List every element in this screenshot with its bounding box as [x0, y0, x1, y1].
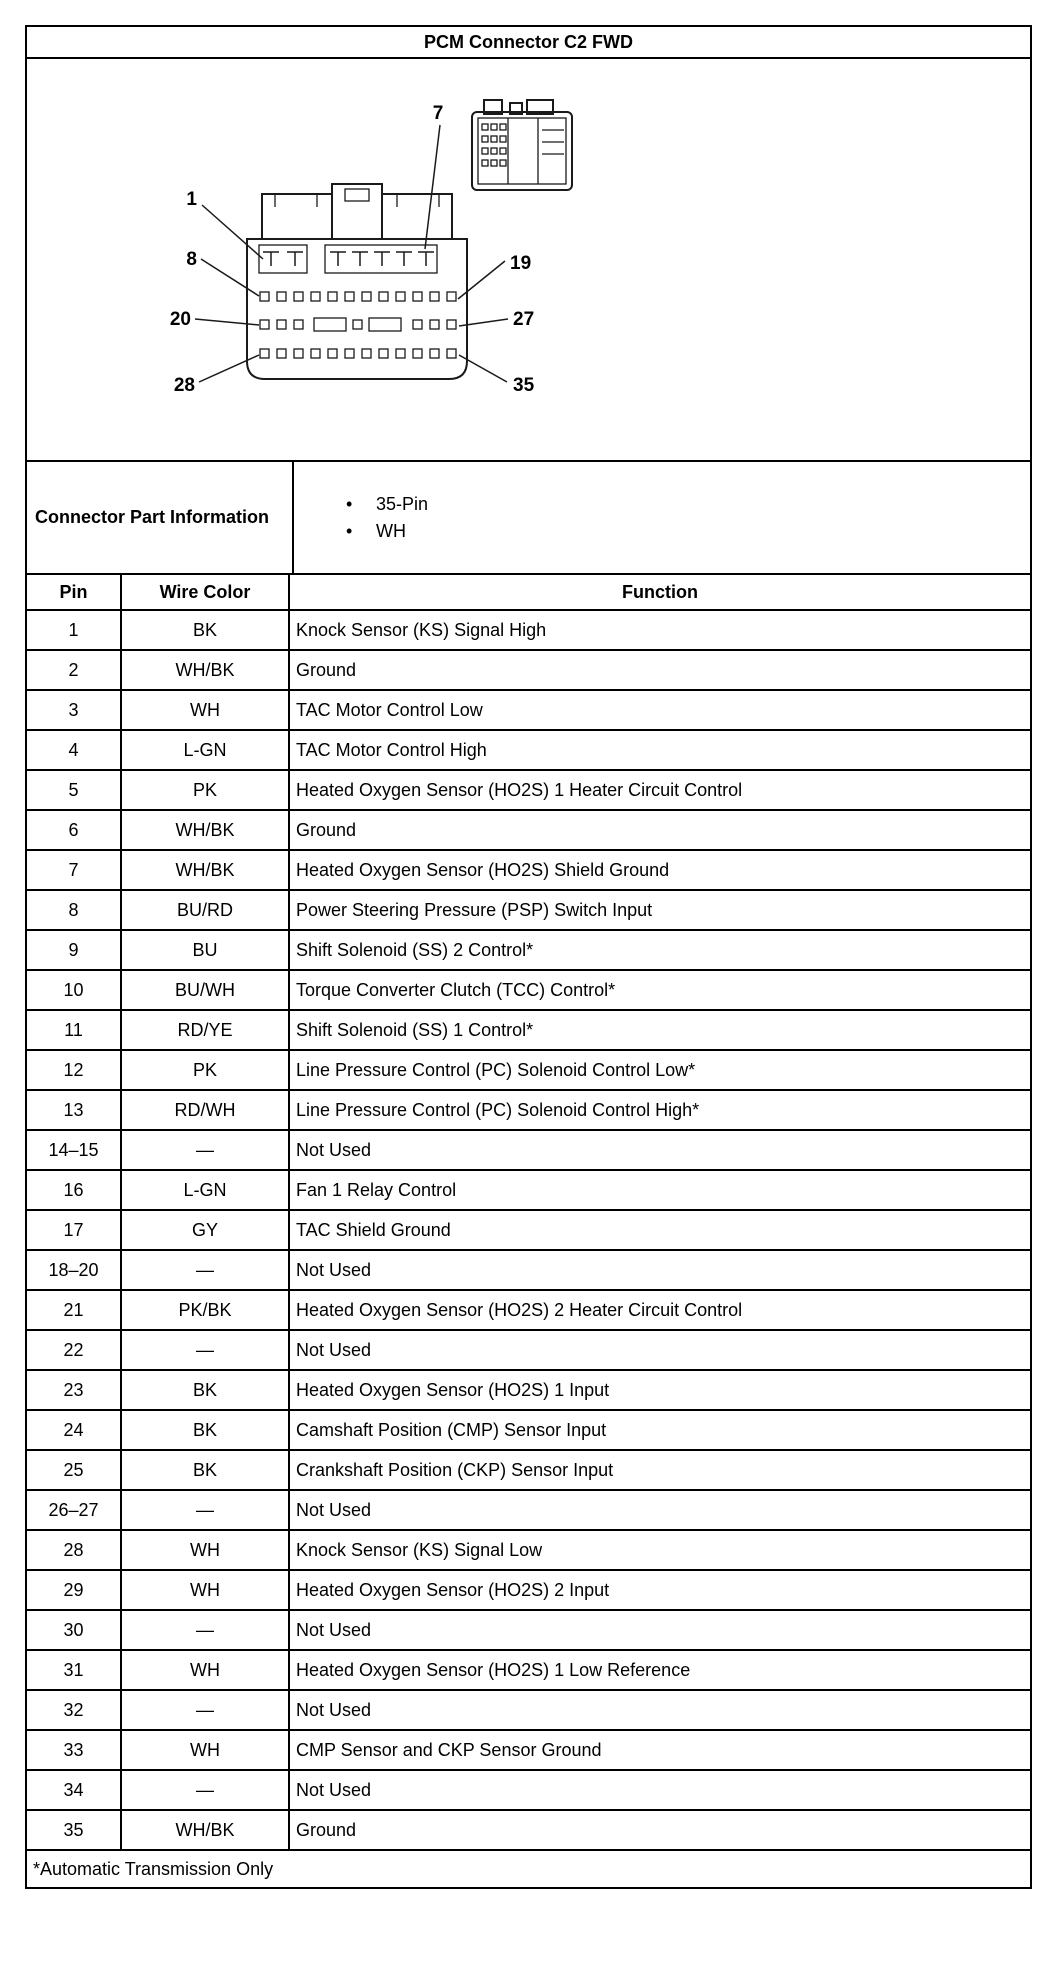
wire-color-cell: — — [121, 1130, 289, 1170]
table-row — [26, 1770, 1031, 1810]
wire-color-cell: WH — [121, 1530, 289, 1570]
pin-cell: 24 — [26, 1410, 121, 1450]
pin-cell: 12 — [26, 1050, 121, 1090]
bullet-icon: • — [346, 520, 353, 541]
function-cell: TAC Motor Control High — [289, 730, 1031, 770]
wire-color-cell: — — [121, 1770, 289, 1810]
pin-cell: 11 — [26, 1010, 121, 1050]
function-cell: Knock Sensor (KS) Signal High — [289, 610, 1031, 650]
table-row — [26, 650, 1031, 690]
wire-color-cell: WH — [121, 1570, 289, 1610]
table-row — [26, 1330, 1031, 1370]
function-cell: Heated Oxygen Sensor (HO2S) 1 Input — [289, 1370, 1031, 1410]
table-row — [26, 690, 1031, 730]
wire-color-cell: — — [121, 1490, 289, 1530]
page-title: PCM Connector C2 FWD — [424, 31, 633, 52]
pin-cell: 5 — [26, 770, 121, 810]
pin-cell: 14–15 — [26, 1130, 121, 1170]
function-cell: Knock Sensor (KS) Signal Low — [289, 1530, 1031, 1570]
wire-color-cell: L-GN — [121, 730, 289, 770]
pin-cell: 1 — [26, 610, 121, 650]
pin-column-header: Pin — [26, 574, 121, 610]
pin-cell: 3 — [26, 690, 121, 730]
wire-color-cell: BU/WH — [121, 970, 289, 1010]
wire-color-cell: — — [121, 1330, 289, 1370]
bullet-item-connector-color — [346, 521, 1030, 542]
pinout-table — [25, 573, 1032, 1851]
wire-color-cell: WH — [121, 690, 289, 730]
pin-cell: 23 — [26, 1370, 121, 1410]
wire-color-cell: BK — [121, 1410, 289, 1450]
table-row — [26, 890, 1031, 930]
pin-cell: 31 — [26, 1650, 121, 1690]
wire-color-cell: — — [121, 1250, 289, 1290]
connector-front-view — [247, 184, 467, 379]
function-cell: Line Pressure Control (PC) Solenoid Control Low* — [289, 1050, 1031, 1090]
table-row — [26, 1290, 1031, 1330]
function-cell: Heated Oxygen Sensor (HO2S) 2 Input — [289, 1570, 1031, 1610]
callout-number-7: 7 — [432, 103, 444, 124]
wire-color-cell: PK — [121, 770, 289, 810]
table-row — [26, 610, 1031, 650]
wire-color-cell: WH — [121, 1730, 289, 1770]
table-row — [26, 1090, 1031, 1130]
connector-3d-icon — [472, 100, 572, 190]
table-row — [26, 1810, 1031, 1850]
wire-color-cell: WH/BK — [121, 650, 289, 690]
bullet-text-pin-count: 35-Pin — [376, 493, 429, 514]
function-cell: Ground — [289, 810, 1031, 850]
pin-cell: 6 — [26, 810, 121, 850]
wire-color-cell: L-GN — [121, 1170, 289, 1210]
table-row — [26, 1410, 1031, 1450]
function-cell: Heated Oxygen Sensor (HO2S) 2 Heater Circuit Control — [289, 1290, 1031, 1330]
pin-row-2 — [260, 292, 456, 301]
pin-cell: 22 — [26, 1330, 121, 1370]
table-row — [26, 1130, 1031, 1170]
table-row — [26, 1690, 1031, 1730]
table-row — [26, 970, 1031, 1010]
connector-part-info-bullets — [294, 462, 1030, 573]
function-cell: Not Used — [289, 1770, 1031, 1810]
wire-color-cell: WH/BK — [121, 850, 289, 890]
callout-number-1: 1 — [186, 189, 197, 210]
bullet-item-pin-count — [346, 494, 1030, 515]
pin-row-4 — [260, 349, 456, 358]
function-cell: CMP Sensor and CKP Sensor Ground — [289, 1730, 1031, 1770]
pin-cell: 9 — [26, 930, 121, 970]
function-cell: Ground — [289, 650, 1031, 690]
function-cell: Not Used — [289, 1250, 1031, 1290]
function-cell: Not Used — [289, 1690, 1031, 1730]
pin-row-1 — [259, 245, 437, 273]
function-cell: Fan 1 Relay Control — [289, 1170, 1031, 1210]
pin-row-3 — [260, 318, 456, 331]
table-row — [26, 1490, 1031, 1530]
wire-color-cell: BU — [121, 930, 289, 970]
function-cell: Ground — [289, 1810, 1031, 1850]
wire-color-cell: WH — [121, 1650, 289, 1690]
pin-cell: 25 — [26, 1450, 121, 1490]
pin-cell: 28 — [26, 1530, 121, 1570]
function-cell: Heated Oxygen Sensor (HO2S) 1 Heater Circuit Control — [289, 770, 1031, 810]
pin-cell: 16 — [26, 1170, 121, 1210]
table-row — [26, 1050, 1031, 1090]
pin-cell: 13 — [26, 1090, 121, 1130]
pin-cell: 32 — [26, 1690, 121, 1730]
callout-number-28: 28 — [173, 375, 195, 396]
pin-cell: 10 — [26, 970, 121, 1010]
pin-cell: 17 — [26, 1210, 121, 1250]
function-cell: Power Steering Pressure (PSP) Switch Input — [289, 890, 1031, 930]
wire-color-column-header: Wire Color — [121, 574, 289, 610]
function-cell: Not Used — [289, 1330, 1031, 1370]
function-cell: Heated Oxygen Sensor (HO2S) 1 Low Reference — [289, 1650, 1031, 1690]
bullet-text-connector-color: WH — [376, 520, 406, 541]
pin-cell: 7 — [26, 850, 121, 890]
callout-number-19: 19 — [510, 253, 532, 274]
pin-cell: 35 — [26, 1810, 121, 1850]
function-cell: Shift Solenoid (SS) 1 Control* — [289, 1010, 1031, 1050]
footnote-row — [25, 1849, 1032, 1889]
pin-cell: 8 — [26, 890, 121, 930]
pin-cell: 4 — [26, 730, 121, 770]
function-cell: TAC Motor Control Low — [289, 690, 1031, 730]
table-row — [26, 1530, 1031, 1570]
wire-color-cell: GY — [121, 1210, 289, 1250]
bullet-icon: • — [346, 493, 353, 514]
function-column-header: Function — [289, 574, 1031, 610]
connector-part-info-label: Connector Part Information — [27, 462, 294, 573]
pinout-table-body — [26, 610, 1031, 1850]
table-row — [26, 1610, 1031, 1650]
wire-color-cell: RD/YE — [121, 1010, 289, 1050]
pin-cell: 18–20 — [26, 1250, 121, 1290]
wire-color-cell: WH/BK — [121, 1810, 289, 1850]
callout-number-35: 35 — [513, 375, 535, 396]
pin-cell: 33 — [26, 1730, 121, 1770]
callout-number-27: 27 — [513, 309, 535, 330]
pin-cell: 30 — [26, 1610, 121, 1650]
pin-cell: 21 — [26, 1290, 121, 1330]
function-cell: Line Pressure Control (PC) Solenoid Control High* — [289, 1090, 1031, 1130]
pin-cell: 34 — [26, 1770, 121, 1810]
function-cell: Not Used — [289, 1130, 1031, 1170]
table-row — [26, 1250, 1031, 1290]
table-row — [26, 1370, 1031, 1410]
function-cell: Shift Solenoid (SS) 2 Control* — [289, 930, 1031, 970]
wire-color-cell: — — [121, 1690, 289, 1730]
wire-color-cell: PK/BK — [121, 1290, 289, 1330]
wire-color-cell: RD/WH — [121, 1090, 289, 1130]
wire-color-cell: BK — [121, 610, 289, 650]
footnote-text: *Automatic Transmission Only — [33, 1858, 274, 1879]
function-cell: Torque Converter Clutch (TCC) Control* — [289, 970, 1031, 1010]
callout-numbers — [170, 103, 535, 396]
wire-color-cell: — — [121, 1610, 289, 1650]
table-row — [26, 1650, 1031, 1690]
table-row — [26, 850, 1031, 890]
table-row — [26, 1210, 1031, 1250]
wire-color-cell: BK — [121, 1450, 289, 1490]
wire-color-cell: BU/RD — [121, 890, 289, 930]
table-row — [26, 930, 1031, 970]
table-row — [26, 1570, 1031, 1610]
table-header-row — [26, 574, 1031, 610]
table-row — [26, 770, 1031, 810]
callout-number-20: 20 — [169, 309, 191, 330]
pin-cell: 29 — [26, 1570, 121, 1610]
table-row — [26, 730, 1031, 770]
function-cell: Crankshaft Position (CKP) Sensor Input — [289, 1450, 1031, 1490]
callout-lines — [195, 125, 508, 382]
function-cell: Not Used — [289, 1610, 1031, 1650]
table-row — [26, 1010, 1031, 1050]
function-cell: Not Used — [289, 1490, 1031, 1530]
table-row — [26, 810, 1031, 850]
wire-color-cell: BK — [121, 1370, 289, 1410]
table-row — [26, 1730, 1031, 1770]
connector-part-info-row — [25, 460, 1032, 575]
callout-number-8: 8 — [186, 249, 197, 270]
table-row — [26, 1450, 1031, 1490]
pin-cell: 26–27 — [26, 1490, 121, 1530]
connector-diagram-box — [25, 57, 1032, 462]
function-cell: Camshaft Position (CMP) Sensor Input — [289, 1410, 1031, 1450]
wire-color-cell: PK — [121, 1050, 289, 1090]
connector-illustration — [157, 89, 777, 419]
title-box — [25, 25, 1032, 59]
pin-cell: 2 — [26, 650, 121, 690]
function-cell: TAC Shield Ground — [289, 1210, 1031, 1250]
wire-color-cell: WH/BK — [121, 810, 289, 850]
table-row — [26, 1170, 1031, 1210]
function-cell: Heated Oxygen Sensor (HO2S) Shield Ground — [289, 850, 1031, 890]
